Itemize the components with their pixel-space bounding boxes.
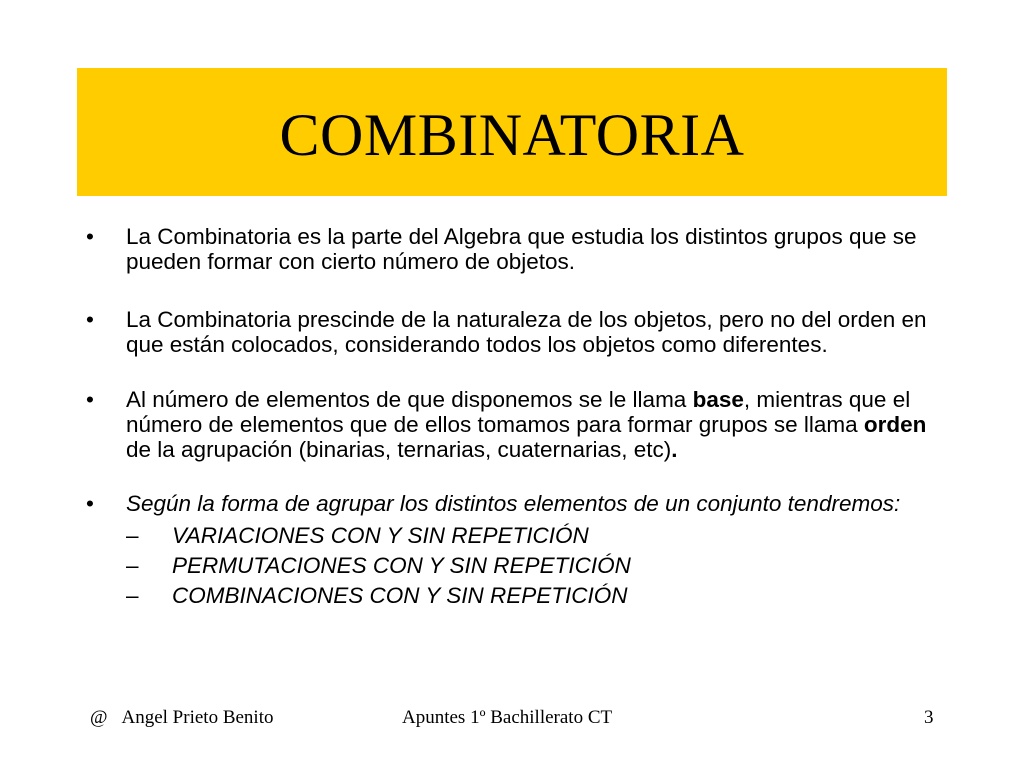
slide-content bbox=[86, 224, 946, 639]
bullet-text: Según la forma de agrupar los distintos elementos de un conjunto tendremos: bbox=[126, 491, 901, 516]
bullet-item bbox=[86, 307, 946, 357]
sub-list-item bbox=[126, 521, 946, 551]
sub-list-item bbox=[126, 581, 946, 611]
dash-marker: – bbox=[126, 583, 139, 608]
bullet-text: La Combinatoria prescinde de la naturaleza de los objetos, pero no del orden en que están colocados, considerando todos los objetos como diferentes. bbox=[126, 307, 927, 357]
bullet-period: . bbox=[671, 437, 678, 462]
slide-title: COMBINATORIA bbox=[279, 101, 745, 168]
bullet-text: La Combinatoria es la parte del Algebra que estudia los distintos grupos que se pueden formar con cierto número de objetos. bbox=[126, 224, 917, 274]
dash-marker: – bbox=[126, 523, 139, 548]
sub-item-text: PERMUTACIONES CON Y SIN REPETICIÓN bbox=[172, 553, 631, 578]
title-banner bbox=[77, 68, 947, 196]
bullet-text-part: Al número de elementos de que disponemos se le llama bbox=[126, 387, 693, 412]
author-name: Angel Prieto Benito bbox=[121, 707, 274, 728]
page-number: 3 bbox=[924, 707, 934, 728]
bullet-marker: • bbox=[86, 491, 94, 516]
bullet-item bbox=[86, 387, 946, 462]
bullet-item bbox=[86, 224, 946, 274]
sub-list-item bbox=[126, 551, 946, 581]
sub-list bbox=[126, 521, 946, 611]
bullet-marker: • bbox=[86, 307, 94, 332]
term-orden: orden bbox=[863, 412, 927, 437]
bullet-text-part: , mientras que el número de elementos que de ellos tomamos para formar grupos se llama bbox=[126, 387, 911, 437]
sub-item-text: VARIACIONES CON Y SIN REPETICIÓN bbox=[172, 523, 589, 548]
at-symbol: @ bbox=[90, 707, 108, 728]
sub-item-text: COMBINACIONES CON Y SIN REPETICIÓN bbox=[172, 583, 628, 608]
footer-course: Apuntes 1º Bachillerato CT bbox=[402, 707, 613, 728]
bullet-text bbox=[126, 387, 926, 462]
dash-marker: – bbox=[126, 553, 139, 578]
bullet-text-part: de la agrupación (binarias, ternarias, cuaternarias, etc) bbox=[126, 437, 672, 462]
bullet-marker: • bbox=[86, 387, 94, 412]
term-base: base bbox=[692, 387, 744, 412]
bullet-marker: • bbox=[86, 224, 94, 249]
footer-author bbox=[90, 707, 273, 729]
bullet-item bbox=[86, 491, 946, 611]
